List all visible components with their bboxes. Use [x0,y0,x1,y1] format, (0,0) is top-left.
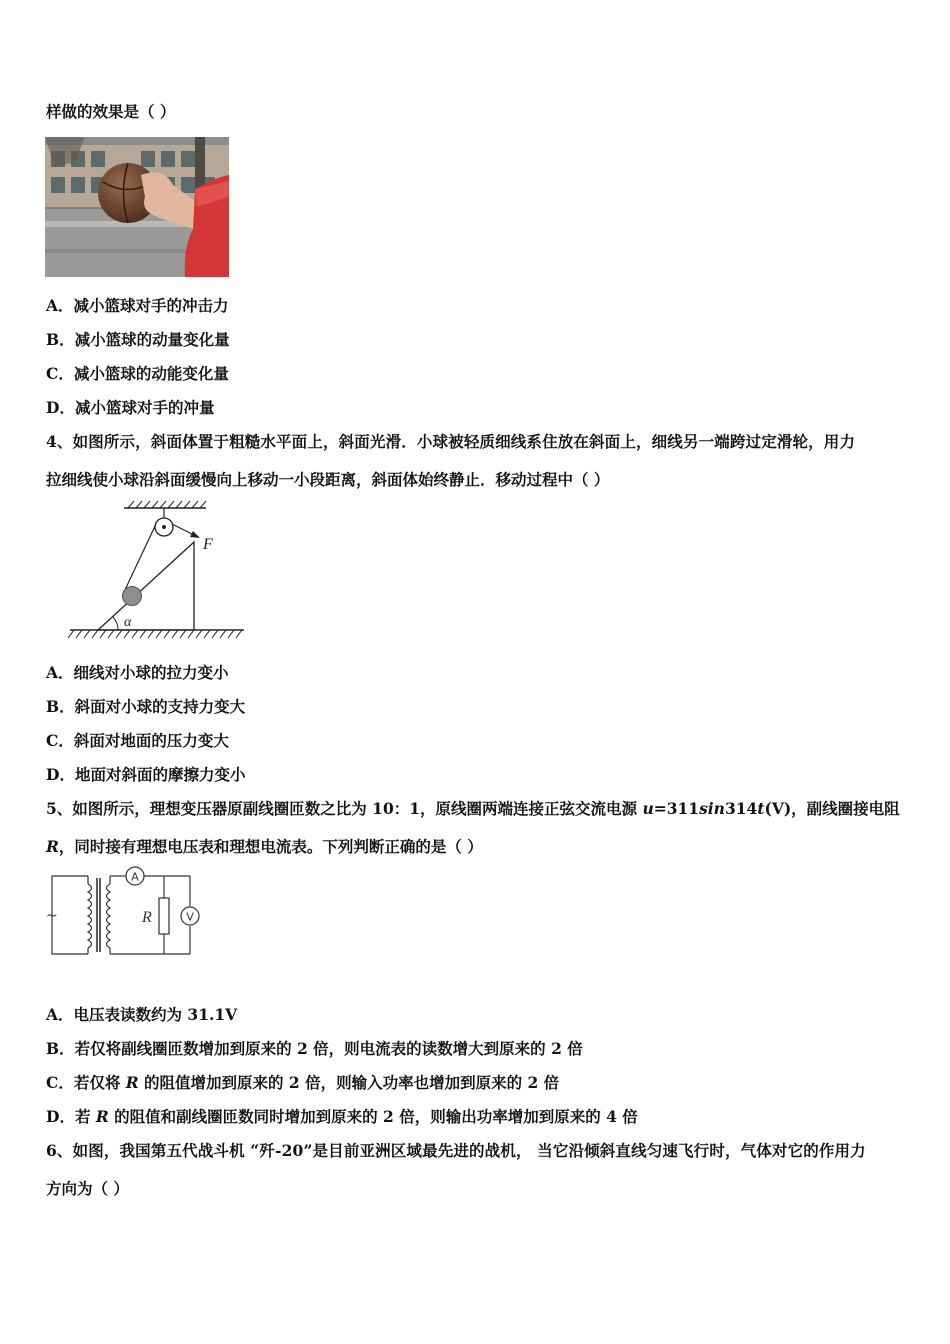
voltmeter-label: V [186,910,194,924]
q5-stem-line2: R，同时接有理想电压表和理想电流表。下列判断正确的是（ ） [46,837,483,856]
q4-stem-line1: 4、如图所示，斜面体置于粗糙水平面上，斜面光滑．小球被轻质细线系住放在斜面上，细线另一端跨过定滑轮，用力 [46,432,856,451]
q3-option-a: A．减小篮球对手的冲击力 [46,296,229,315]
q3-option-b: B．减小篮球的动量变化量 [46,330,230,349]
q4-stem-line2: 拉细线使小球沿斜面缓慢向上移动一小段距离，斜面体始终静止．移动过程中（ ） [46,470,610,489]
q5-option-a: A．电压表读数约为 31.1V [46,1005,238,1024]
q5-option-c: C．若仅将 R 的阻值增加到原来的 2 倍，则输入功率也增加到原来的 2 倍 [46,1073,560,1092]
transformer-circuit [44,864,208,964]
q4-option-d: D．地面对斜面的摩擦力变小 [46,765,246,784]
q6-stem-line1: 6、如图，我国第五代战斗机 “歼-20”是目前亚洲区域最先进的战机， 当它沿倾斜直线匀速飞行时，气体对它的作用力 [46,1141,866,1160]
resistor-label: R [142,909,152,926]
force-label: F [203,536,213,553]
q4-option-c: C．斜面对地面的压力变大 [46,731,229,750]
ac-source-symbol: ~ [46,908,58,924]
incline-diagram [68,500,248,642]
ammeter-label: A [131,870,139,884]
q3-option-d: D．减小篮球对手的冲量 [46,398,215,417]
q5-option-d: D．若 R 的阻值和副线圈匝数同时增加到原来的 2 倍，则输出功率增加到原来的 4 倍 [46,1107,638,1126]
q5-stem-line1: 5、如图所示，理想变压器原副线圈匝数之比为 10：1，原线圈两端连接正弦交流电源 u=311sin314t(V)，副线圈接电阻 [46,799,900,818]
q4-option-b: B．斜面对小球的支持力变大 [46,697,246,716]
q4-option-a: A．细线对小球的拉力变小 [46,663,229,682]
q3-option-c: C．减小篮球的动能变化量 [46,364,229,383]
angle-label: α [124,615,132,630]
basketball-photo [45,137,229,277]
q5-option-b: B．若仅将副线圈匝数增加到原来的 2 倍，则电流表的读数增大到原来的 2 倍 [46,1039,583,1058]
q3-stem-tail: 样做的效果是（ ） [46,102,176,121]
q6-stem-line2: 方向为（ ） [46,1179,129,1198]
